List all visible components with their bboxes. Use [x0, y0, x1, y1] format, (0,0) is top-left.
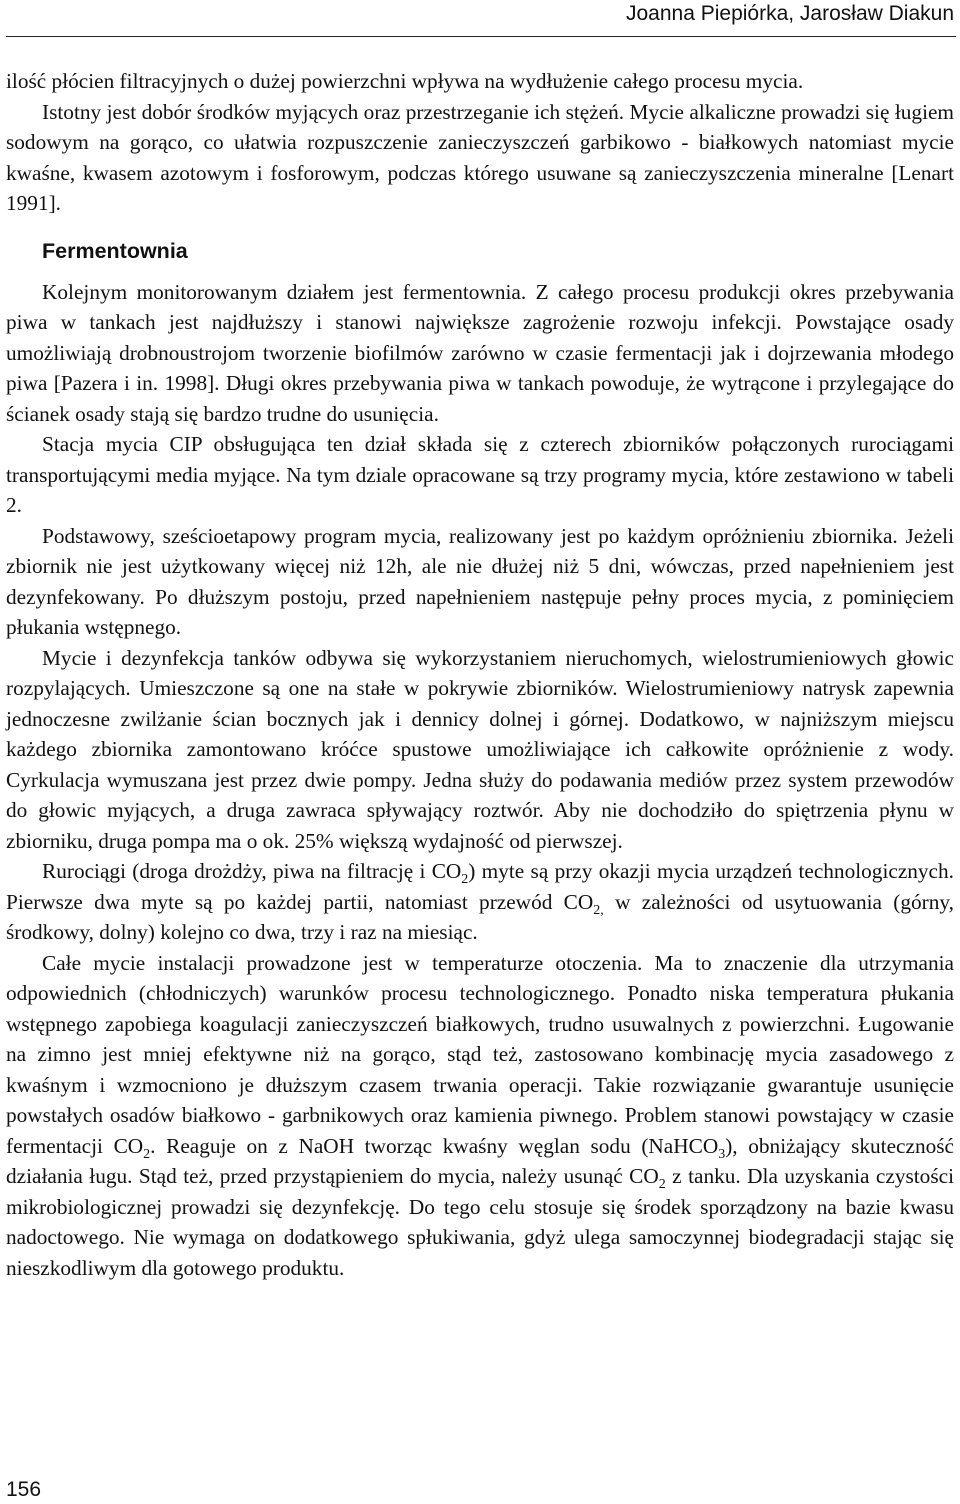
paragraph-3: Kolejnym monitorowanym działem jest fermentownia. Z całego procesu produkcji okres przebywania piwa w tankach jest najdłuższy i stanowi największe zagrożenie rozwoju infekcji. Powstające osady umożliwiają drobnoustrojom tworzenie biofilmów zarówno w czasie fermentacji jak i dojrzewania młodego piwa [Pazera i in. 1998]. Długi okres przebywania piwa w tankach powoduje, że wytrącone i przylegające do ścianek osady stają się bardzo trudne do usunięcia. — [6, 279, 954, 426]
running-head-authors: Joanna Piepiórka, Jarosław Diakun — [625, 2, 954, 25]
body-text — [6, 66, 954, 1283]
header-rule — [6, 36, 956, 37]
paragraph-8-part-a: Całe mycie instalacji prowadzone jest w temperaturze otoczenia. Ma to znaczenie dla utrzymania odpowiednich (chłodniczych) warunków procesu technologicznego. Ponadto niska temperatura płukania wstępnego zapobiega koagulacji zanieczyszczeń białkowych, trudno usuwalnych z powierzchni. Ługowanie na zimno jest mniej efektywne niż na gorąco, stąd też, zastosowano kombinację mycia zasadowego z kwaśnym i wzmocniono je dłuższym czasem trwania operacji. Takie rozwiązanie gwarantuje usunięcie powstałych osadów białkowo - garbnikowych oraz kamienia piwnego. Problem stanowi powstający w czasie fermentacji CO — [6, 950, 954, 1158]
paragraph-5: Podstawowy, sześcioetapowy program mycia, realizowany jest po każdym opróżnieniu zbiornika. Jeżeli zbiornik nie jest użytkowany więcej niż 12h, ale nie dłużej niż 5 dni, wówczas, przed napełnieniem jest dezynfekowany. Po dłuższym postoju, przed napełnieniem następuje pełny proces mycia, z pominięciem płukania wstępnego. — [6, 523, 954, 639]
paragraph-6: Mycie i dezynfekcja tanków odbywa się wykorzystaniem nieruchomych, wielostrumieniowych głowic rozpylających. Umieszczone są one na stałe w pokrywie zbiorników. Wielostrumieniowy natrysk zapewnia jednoczesne zwilżanie ścian bocznych jak i dennicy dolnej i górnej. Dodatkowo, w najniższym miejscu każdego zbiornika zamontowano króćce spustowe umożliwiające ich całkowite opróżnienie z wody. Cyrkulacja wymuszana jest przez dwie pompy. Jedna służy do podawania mediów przez system przewodów do głowic myjących, a druga zawraca spływający roztwór. Aby nie dochodziło do spiętrzenia płynu w zbiorniku, druga pompa ma o ok. 25% większą wydajność od pierwszej. — [6, 645, 954, 853]
subscript: 2, — [593, 902, 604, 918]
paragraph-7-part-c: w zależności od usytuowania (górny, środkowy, dolny) kolejno co dwa, trzy i raz na miesiąc. — [6, 889, 955, 944]
paragraph-4: Stacja mycia CIP obsługująca ten dział składa się z czterech zbiorników połączonych rurociągami transportującymi media myjące. Na tym dziale opracowane są trzy programy mycia, które zestawiono w tabeli 2. — [6, 432, 954, 517]
subscript: 3 — [718, 1146, 726, 1162]
paragraph-1: ilość płócien filtracyjnych o dużej powierzchni wpływa na wydłużenie całego procesu mycia. — [6, 69, 804, 93]
paragraph-7-part-b: ) myte są przy okazji mycia urządzeń technologicznych. Pierwsze dwa myte są po każdej partii, natomiast przewód CO — [6, 859, 954, 914]
paragraph-7-part-a: Rurociągi (droga drożdży, piwa na filtrację i CO — [42, 859, 462, 883]
section-heading-fermentownia: Fermentownia — [42, 238, 188, 263]
subscript: 2 — [461, 872, 469, 887]
subscript: 2 — [658, 1177, 666, 1192]
paragraph-8-part-d: z tanku. Dla uzyskania czystości mikrobiologicznej prowadzi się dezynfekcję. Do tego celu stosuje się środek sporządzony na bazie kwasu nadoctowego. Nie wymaga on dodatkowego spłukiwania, gdyż ulega samoczynnej biodegradacji stając się nieszkodliwym dla gotowego produktu. — [6, 1164, 954, 1280]
paragraph-2: Istotny jest dobór środków myjących oraz przestrzeganie ich stężeń. Mycie alkaliczne prowadzi się ługiem sodowym na gorąco, co ułatwia rozpuszczenie zanieczyszczeń garbikowo - białkowych natomiast mycie kwaśne, kwasem azotowym i fosforowym, podczas którego usuwane są zanieczyszczenia mineralne [Lenart 1991]. — [6, 99, 954, 215]
subscript: 2 — [143, 1146, 151, 1162]
paragraph-8 — [6, 948, 954, 1284]
paragraph-7 — [6, 856, 954, 948]
paragraph-8-part-c: ), obniżający skuteczność działania ługu. Stąd też, przed przystąpieniem do mycia, należy usunąć CO — [6, 1133, 954, 1188]
paragraph-8-part-b: . Reaguje on z NaOH tworząc kwaśny węglan sodu (NaHCO — [150, 1133, 719, 1158]
page-number: 156 — [6, 1478, 42, 1501]
